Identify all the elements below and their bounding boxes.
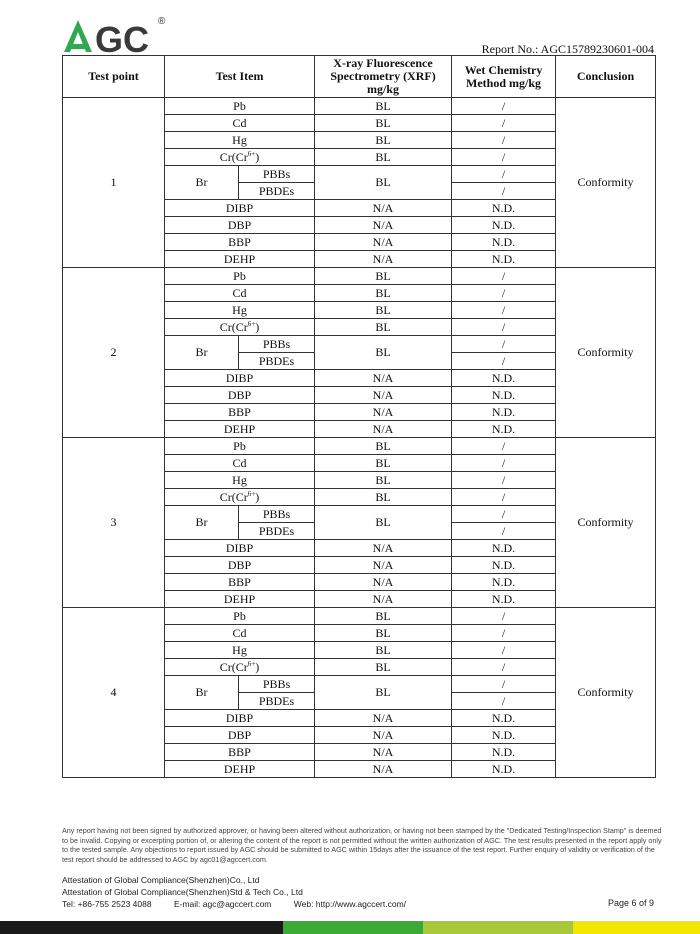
- logo-text: GC: [95, 19, 149, 56]
- wet-value: N.D.: [452, 200, 556, 217]
- wet-value: N.D.: [452, 574, 556, 591]
- wet-value: /: [452, 472, 556, 489]
- wet-value: N.D.: [452, 540, 556, 557]
- test-item-cd: Cd: [165, 285, 315, 302]
- wet-value: N.D.: [452, 744, 556, 761]
- xrf-value: N/A: [315, 370, 452, 387]
- col-header-xrf: X-ray Fluorescence Spectrometry (XRF) mg/kg: [315, 56, 452, 98]
- xrf-value: BL: [315, 506, 452, 540]
- test-subitem-pbbs: PBBs: [239, 676, 315, 693]
- test-item-hg: Hg: [165, 642, 315, 659]
- xrf-value: BL: [315, 115, 452, 132]
- contact-line: [62, 898, 426, 910]
- xrf-value: N/A: [315, 574, 452, 591]
- wet-value: /: [452, 336, 556, 353]
- xrf-value: N/A: [315, 710, 452, 727]
- test-item-dbp: DBP: [165, 217, 315, 234]
- xrf-value: BL: [315, 642, 452, 659]
- test-subitem-pbbs: PBBs: [239, 166, 315, 183]
- table-row: [63, 608, 656, 625]
- wet-value: /: [452, 285, 556, 302]
- test-item-hg: Hg: [165, 302, 315, 319]
- xrf-value: BL: [315, 489, 452, 506]
- table-row: [63, 268, 656, 285]
- test-item-pb: Pb: [165, 608, 315, 625]
- col-header-test-point: Test point: [63, 56, 165, 98]
- test-item-cr: [165, 489, 315, 506]
- wet-value: /: [452, 115, 556, 132]
- cr-superscript: 6+: [247, 489, 256, 498]
- test-item-dbp: DBP: [165, 727, 315, 744]
- website: Web: http://www.agccert.com/: [293, 899, 407, 909]
- wet-value: /: [452, 166, 556, 183]
- xrf-value: BL: [315, 336, 452, 370]
- wet-value: /: [452, 693, 556, 710]
- xrf-value: N/A: [315, 200, 452, 217]
- footer-color-bar: [0, 921, 700, 934]
- company-name-1: Attestation of Global Compliance(Shenzhen)Co., Ltd: [62, 875, 260, 885]
- wet-value: /: [452, 642, 556, 659]
- test-item-br: Br: [165, 506, 239, 540]
- test-subitem-pbdes: PBDEs: [239, 183, 315, 200]
- test-point-id: 3: [63, 438, 165, 608]
- company-info: [62, 874, 426, 910]
- col-header-conclusion: Conclusion: [556, 56, 656, 98]
- xrf-value: BL: [315, 285, 452, 302]
- wet-value: /: [452, 98, 556, 115]
- wet-value: N.D.: [452, 710, 556, 727]
- wet-value: /: [452, 183, 556, 200]
- wet-value: /: [452, 438, 556, 455]
- registered-mark: ®: [158, 16, 166, 27]
- xrf-value: N/A: [315, 251, 452, 268]
- wet-value: N.D.: [452, 591, 556, 608]
- conclusion-value: Conformity: [556, 608, 656, 778]
- xrf-value: N/A: [315, 404, 452, 421]
- xrf-value: N/A: [315, 217, 452, 234]
- email: E-mail: agc@agccert.com: [173, 899, 272, 909]
- cr-close: ): [255, 149, 260, 164]
- test-subitem-pbbs: PBBs: [239, 336, 315, 353]
- disclaimer-text: [62, 826, 662, 864]
- wet-value: N.D.: [452, 387, 556, 404]
- wet-value: /: [452, 268, 556, 285]
- test-item-cd: Cd: [165, 115, 315, 132]
- cr-label: Cr(Cr: [219, 149, 248, 164]
- wet-value: /: [452, 302, 556, 319]
- xrf-value: N/A: [315, 540, 452, 557]
- test-item-bbp: BBP: [165, 234, 315, 251]
- test-point-id: 1: [63, 98, 165, 268]
- test-item-dehp: DEHP: [165, 251, 315, 268]
- wet-value: /: [452, 625, 556, 642]
- cr-close: ): [255, 489, 260, 504]
- test-item-dehp: DEHP: [165, 591, 315, 608]
- xrf-value: N/A: [315, 744, 452, 761]
- agc-logo: [62, 14, 182, 56]
- conclusion-value: Conformity: [556, 268, 656, 438]
- xrf-value: N/A: [315, 761, 452, 778]
- xrf-value: BL: [315, 676, 452, 710]
- test-item-bbp: BBP: [165, 574, 315, 591]
- test-item-dehp: DEHP: [165, 761, 315, 778]
- color-bar-yellow: [573, 921, 700, 934]
- test-item-dibp: DIBP: [165, 370, 315, 387]
- col-header-test-item: Test Item: [165, 56, 315, 98]
- test-item-cd: Cd: [165, 625, 315, 642]
- xrf-value: N/A: [315, 727, 452, 744]
- wet-value: N.D.: [452, 421, 556, 438]
- wet-value: /: [452, 455, 556, 472]
- cr-superscript: 6+: [247, 149, 256, 158]
- xrf-value: N/A: [315, 421, 452, 438]
- company-name-2: Attestation of Global Compliance(Shenzhen)Std & Tech Co., Ltd: [62, 887, 303, 897]
- test-point-id: 2: [63, 268, 165, 438]
- wet-value: N.D.: [452, 404, 556, 421]
- wet-value: N.D.: [452, 370, 556, 387]
- wet-value: N.D.: [452, 217, 556, 234]
- report-number: Report No.: AGC15789230601-004: [481, 42, 654, 56]
- table-row: [63, 98, 656, 115]
- test-item-hg: Hg: [165, 132, 315, 149]
- table-body: [63, 98, 656, 778]
- wet-value: /: [452, 149, 556, 166]
- xrf-value: BL: [315, 302, 452, 319]
- xrf-value: BL: [315, 472, 452, 489]
- xrf-value: N/A: [315, 234, 452, 251]
- disclaimer-paragraph: Any report having not been signed by authorized approver, or having been altered without authorization, or having not been stamped by the "Dedicated Testing/Inspection Stamp" is deemed to be invalid. Copying or excerpting portion of, or altering the content of the report is not permitted without the written authorization of AGC. The test results presented in the report apply only to the tested sample. Any objections to report issued by AGC should be submitted to AGC within 15days after the issuance of the test report. Further enquiry of validity or verification of the test report should be addressed to AGC by agc01@agccert.com.: [62, 826, 662, 864]
- xrf-value: BL: [315, 438, 452, 455]
- conclusion-value: Conformity: [556, 438, 656, 608]
- test-item-cr: [165, 149, 315, 166]
- page-number: Page 6 of 9: [607, 898, 654, 908]
- xrf-value: BL: [315, 98, 452, 115]
- test-item-hg: Hg: [165, 472, 315, 489]
- test-subitem-pbdes: PBDEs: [239, 523, 315, 540]
- wet-value: /: [452, 506, 556, 523]
- wet-value: /: [452, 319, 556, 336]
- wet-value: N.D.: [452, 251, 556, 268]
- cr-label: Cr(Cr: [219, 659, 248, 674]
- wet-value: /: [452, 132, 556, 149]
- xrf-value: N/A: [315, 387, 452, 404]
- test-item-dbp: DBP: [165, 557, 315, 574]
- xrf-value: BL: [315, 625, 452, 642]
- wet-value: /: [452, 676, 556, 693]
- table-header-row: [63, 56, 656, 98]
- col-header-wet-chemistry: Wet Chemistry Method mg/kg: [452, 56, 556, 98]
- cr-superscript: 6+: [247, 319, 256, 328]
- test-subitem-pbdes: PBDEs: [239, 693, 315, 710]
- wet-value: N.D.: [452, 234, 556, 251]
- telephone: Tel: +86-755 2523 4088: [62, 899, 152, 909]
- wet-value: N.D.: [452, 727, 556, 744]
- color-bar-black: [0, 921, 283, 934]
- test-item-dbp: DBP: [165, 387, 315, 404]
- xrf-value: N/A: [315, 557, 452, 574]
- xrf-value: BL: [315, 659, 452, 676]
- wet-value: N.D.: [452, 557, 556, 574]
- wet-value: /: [452, 659, 556, 676]
- cr-close: ): [255, 319, 260, 334]
- test-item-dehp: DEHP: [165, 421, 315, 438]
- test-item-br: Br: [165, 676, 239, 710]
- agc-logo-mark: [62, 14, 182, 56]
- xrf-value: BL: [315, 132, 452, 149]
- cr-label: Cr(Cr: [219, 319, 248, 334]
- test-item-dibp: DIBP: [165, 710, 315, 727]
- wet-value: /: [452, 608, 556, 625]
- cr-label: Cr(Cr: [219, 489, 248, 504]
- test-item-pb: Pb: [165, 438, 315, 455]
- test-item-bbp: BBP: [165, 744, 315, 761]
- test-item-cr: [165, 659, 315, 676]
- test-subitem-pbbs: PBBs: [239, 506, 315, 523]
- color-bar-lime: [423, 921, 573, 934]
- xrf-value: N/A: [315, 591, 452, 608]
- test-item-cr: [165, 319, 315, 336]
- xrf-value: BL: [315, 149, 452, 166]
- xrf-value: BL: [315, 319, 452, 336]
- test-results-table: [62, 55, 656, 778]
- wet-value: /: [452, 489, 556, 506]
- cr-close: ): [255, 659, 260, 674]
- cr-superscript: 6+: [247, 659, 256, 668]
- xrf-value: BL: [315, 455, 452, 472]
- table-row: [63, 438, 656, 455]
- wet-value: /: [452, 523, 556, 540]
- test-subitem-pbdes: PBDEs: [239, 353, 315, 370]
- xrf-value: BL: [315, 268, 452, 285]
- test-item-dibp: DIBP: [165, 200, 315, 217]
- test-item-br: Br: [165, 336, 239, 370]
- conclusion-value: Conformity: [556, 98, 656, 268]
- test-item-pb: Pb: [165, 268, 315, 285]
- wet-value: /: [452, 353, 556, 370]
- test-item-bbp: BBP: [165, 404, 315, 421]
- wet-value: N.D.: [452, 761, 556, 778]
- xrf-value: BL: [315, 166, 452, 200]
- test-item-pb: Pb: [165, 98, 315, 115]
- test-point-id: 4: [63, 608, 165, 778]
- test-item-br: Br: [165, 166, 239, 200]
- test-item-dibp: DIBP: [165, 540, 315, 557]
- color-bar-green: [283, 921, 423, 934]
- xrf-value: BL: [315, 608, 452, 625]
- test-item-cd: Cd: [165, 455, 315, 472]
